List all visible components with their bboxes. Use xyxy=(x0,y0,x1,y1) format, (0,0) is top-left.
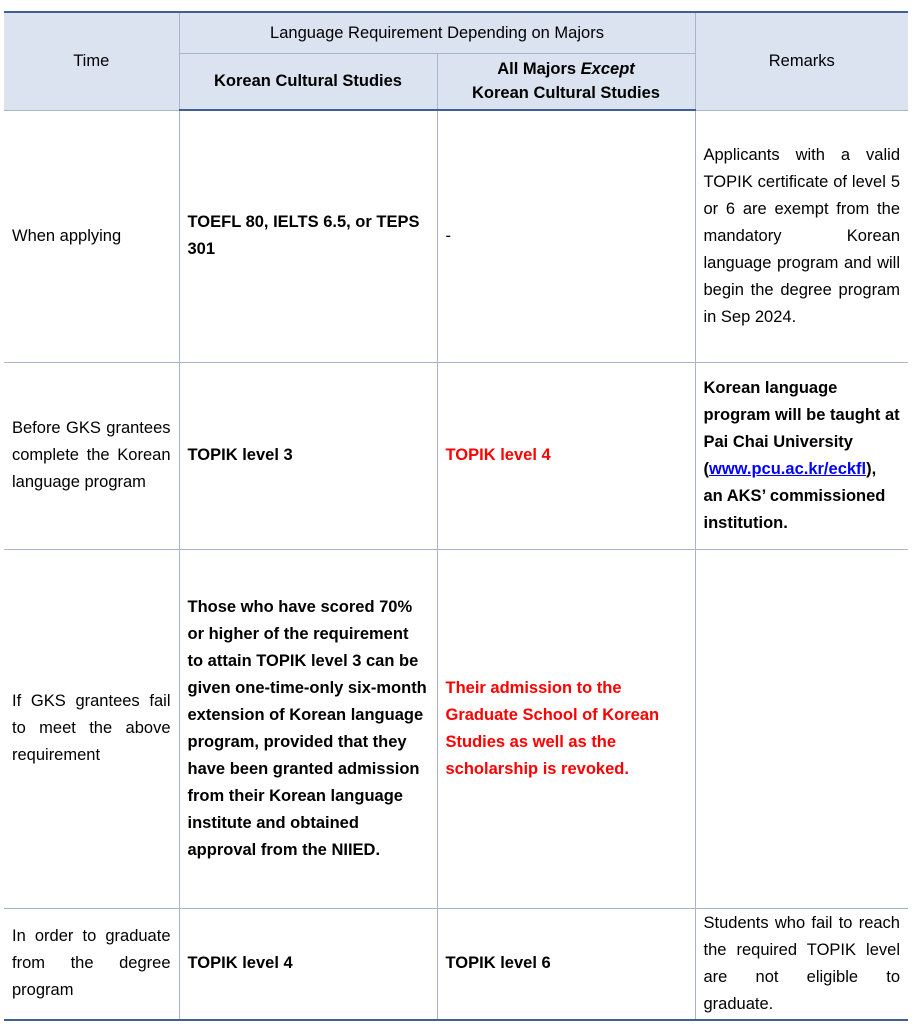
table-row xyxy=(4,362,908,549)
row-all-majors-requirement: TOPIK level 4 xyxy=(437,362,695,549)
header-all-majors-suffix: Korean Cultural Studies xyxy=(472,84,660,103)
row-remarks: Students who fail to reach the required TOPIK level are not eligible to graduate. xyxy=(695,908,908,1020)
row-all-majors-requirement: - xyxy=(437,110,695,362)
row-remarks xyxy=(695,549,908,908)
row-remarks: Applicants with a valid TOPIK certificate of level 5 or 6 are exempt from the mandatory Korean language program and will begin the degree program in Sep 2024. xyxy=(695,110,908,362)
row-kcs-requirement: TOPIK level 3 xyxy=(179,362,437,549)
row-time: When applying xyxy=(4,110,179,362)
row-kcs-requirement: TOEFL 80, IELTS 6.5, or TEPS 301 xyxy=(179,110,437,362)
header-time: Time xyxy=(4,12,179,110)
header-language-requirement: Language Requirement Depending on Majors xyxy=(179,12,695,53)
row-kcs-requirement: TOPIK level 4 xyxy=(179,908,437,1020)
remarks-text-after-link: ), an AKS’ commissioned institution. xyxy=(703,459,886,532)
header-except-word: Except xyxy=(580,60,635,79)
row-time: In order to graduate from the degree program xyxy=(4,908,179,1020)
row-all-majors-requirement: Their admission to the Graduate School of Korean Studies as well as the scholarship is revoked. xyxy=(437,549,695,908)
table-row xyxy=(4,908,908,1020)
row-remarks xyxy=(695,362,908,549)
table-row xyxy=(4,549,908,908)
table-row xyxy=(4,110,908,362)
header-remarks: Remarks xyxy=(695,12,908,110)
row-kcs-requirement: Those who have scored 70% or higher of the requirement to attain TOPIK level 3 can be given one-time-only six-month extension of Korean language program, provided that they have been granted admission from their Korean language institute and obtained approval from the NIIED. xyxy=(179,549,437,908)
language-requirement-table xyxy=(4,11,908,1021)
row-time: If GKS grantees fail to meet the above requirement xyxy=(4,549,179,908)
row-all-majors-requirement: TOPIK level 6 xyxy=(437,908,695,1020)
header-korean-cultural-studies: Korean Cultural Studies xyxy=(179,53,437,110)
header-all-majors-except xyxy=(437,53,695,110)
row-time: Before GKS grantees complete the Korean language program xyxy=(4,362,179,549)
eckfl-link[interactable]: www.pcu.ac.kr/eckfl xyxy=(709,459,867,478)
remarks-text-before-link: Korean language program will be taught at Pai Chai University ( xyxy=(703,378,900,478)
header-all-majors-prefix: All Majors xyxy=(497,60,581,79)
